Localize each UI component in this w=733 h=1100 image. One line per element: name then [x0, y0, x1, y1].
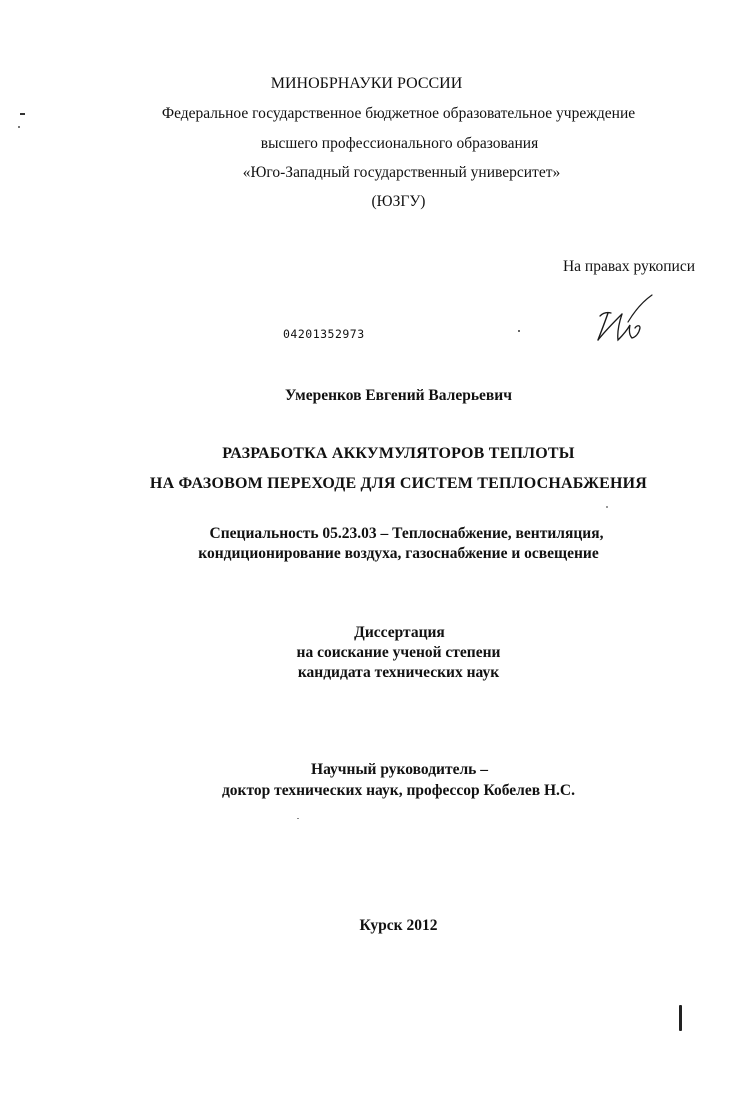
thesis-title-line2: НА ФАЗОВОМ ПЕРЕХОДЕ ДЛЯ СИСТЕМ ТЕПЛОСНАБЖЕНИЯ: [149, 475, 648, 492]
scan-mark: [20, 113, 25, 115]
thesis-title-line1: РАЗРАБОТКА АККУМУЛЯТОРОВ ТЕПЛОТЫ: [222, 445, 575, 462]
scan-mark: [606, 506, 608, 508]
ministry-name: МИНОБРНАУКИ РОССИИ: [270, 75, 463, 92]
specialty-line2: кондиционирование воздуха, газоснабжение и освещение: [198, 545, 599, 562]
university-name: «Юго-Западный государственный университет»: [242, 164, 561, 181]
scan-mark: [297, 818, 299, 819]
scan-mark: [18, 126, 20, 128]
supervisor-label: Научный руководитель –: [311, 761, 488, 778]
supervisor-name: доктор технических наук, профессор Кобелев Н.С.: [221, 782, 576, 799]
author-name: Умеренков Евгений Валерьевич: [285, 387, 512, 404]
city-year: Курск 2012: [359, 917, 438, 934]
degree-line1: на соискание ученой степени: [296, 644, 501, 661]
university-abbreviation: (ЮЗГУ): [371, 193, 426, 210]
signature-icon: [592, 292, 662, 348]
degree-line2: кандидата технических наук: [297, 664, 500, 681]
education-level-line: высшего профессионального образования: [260, 135, 539, 152]
scan-edge-mark: [679, 1005, 682, 1031]
manuscript-rights-note: На правах рукописи: [562, 258, 695, 275]
specialty-line1: Специальность 05.23.03 – Теплоснабжение, вентиляция,: [209, 525, 604, 542]
registration-number-stamp: 04201352973: [283, 327, 365, 341]
dissertation-label: Диссертация: [354, 624, 445, 641]
scan-mark: [518, 330, 520, 332]
institution-type-line: Федеральное государственное бюджетное образовательное учреждение: [161, 105, 636, 122]
